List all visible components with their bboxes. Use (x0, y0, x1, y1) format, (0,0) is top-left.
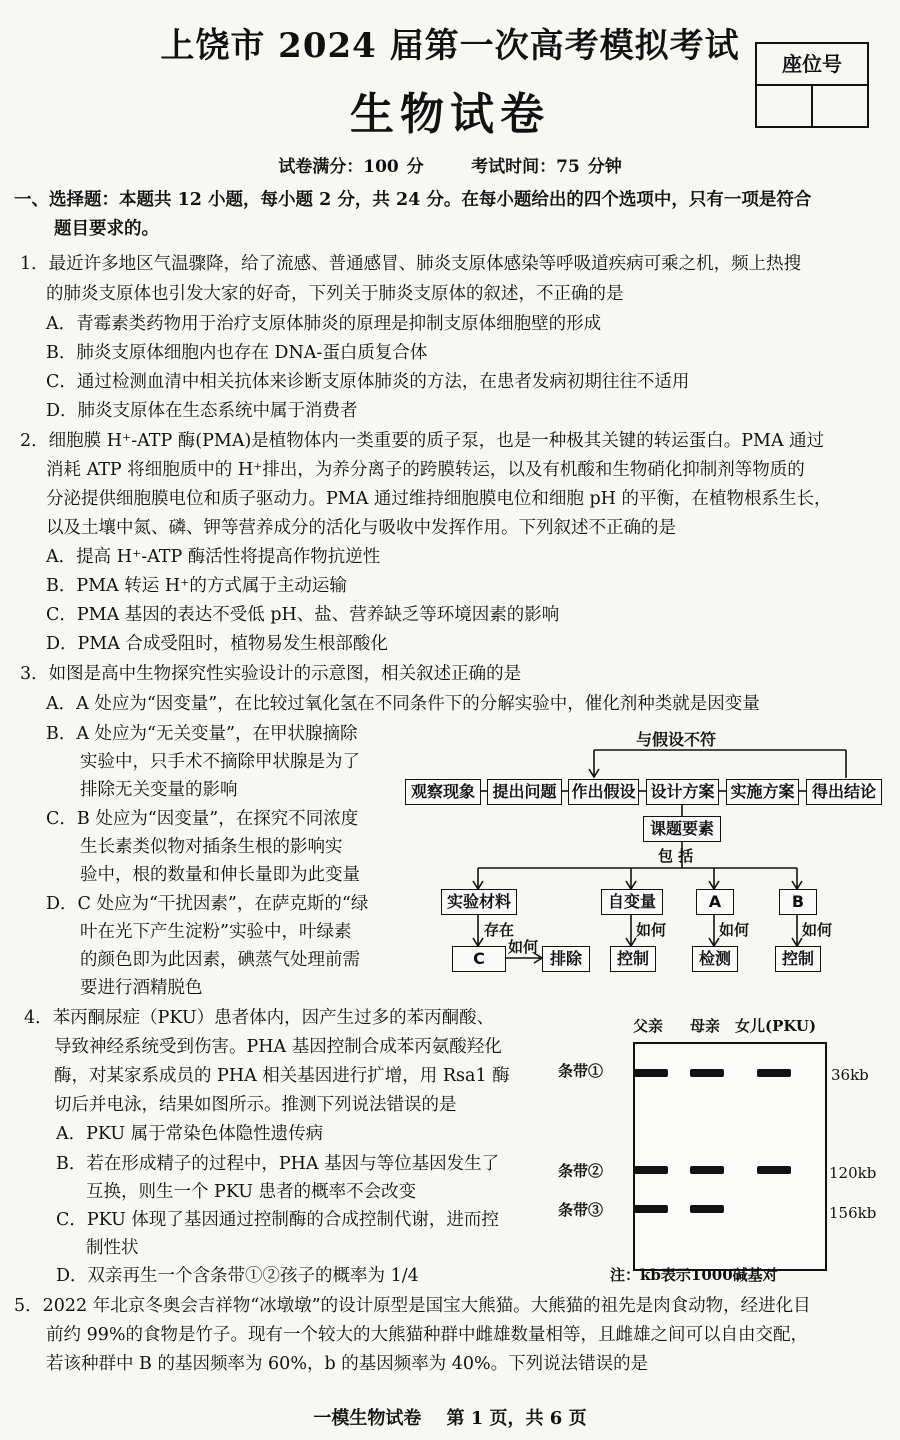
seat-number-box (755, 42, 869, 128)
gel-band (757, 1166, 791, 1174)
diagram-requirements: 课题要素 (643, 816, 721, 842)
q4-option-c-1: C．PKU 体现了基因通过控制酶的合成控制代谢，进而控 (56, 1210, 499, 1230)
q4-option-b-1: B．若在形成精子的过程中，PHA 基因与等位基因发生了 (56, 1154, 500, 1174)
q4-stem-1: 4．苯丙酮尿症（PKU）患者体内，因产生过多的苯丙酮酸、 (24, 1008, 495, 1028)
q3-option-b-1: B．A 处应为“无关变量”，在甲状腺摘除 (46, 724, 358, 744)
diagram-step-implement: 实施方案 (726, 779, 799, 805)
q3-option-d-4: 要进行酒精脱色 (80, 978, 203, 998)
q4-stem-3: 酶，对某家系成员的 PHA 相关基因进行扩增，用 Rsa1 酶 (54, 1066, 510, 1086)
diagram-step-design: 设计方案 (646, 779, 719, 805)
seat-number-label: 座位号 (757, 44, 867, 86)
diagram-result-exclude: 排除 (542, 946, 590, 972)
diagram-result-control-2: 控制 (775, 946, 821, 972)
section-heading-cont: 题目要求的。 (54, 219, 159, 239)
q4-option-b-2: 互换，则生一个 PKU 患者的概率不会改变 (86, 1182, 417, 1202)
subject-title: 生物试卷 (350, 89, 550, 140)
diagram-feedback-label: 与假设不符 (636, 730, 717, 749)
gel-band-label-3: 条带③ (558, 1201, 604, 1219)
q2-option-c: C．PMA 基因的表达不受低 pH、盐、营养缺乏等环境因素的影响 (46, 605, 560, 625)
q4-stem-2: 导致神经系统受到伤害。PHA 基因控制合成苯丙氨酸羟化 (54, 1037, 502, 1057)
gel-band (634, 1205, 668, 1213)
diagram-step-conclude: 得出结论 (806, 779, 882, 805)
q1-option-c: C．通过检测血清中相关抗体来诊断支原体肺炎的方法，在患者发病初期往往不适用 (46, 372, 690, 392)
diagram-exist-label: 存在 (484, 921, 515, 939)
diagram-result-control: 控制 (610, 946, 656, 972)
diagram-include-label: 包 括 (658, 847, 694, 865)
q3-option-d-3: 的颜色即为此因素，碘蒸气处理前需 (80, 950, 360, 970)
gel-band-label-2: 条带② (558, 1162, 604, 1180)
section-heading: 一、选择题：本题共 12 小题，每小题 2 分，共 24 分。在每小题给出的四个选项中，只有一项是符合 (14, 190, 812, 210)
diagram-box-c: C (452, 946, 506, 972)
q3-option-c-3: 验中，根的数量和伸长量即为此变量 (80, 865, 360, 885)
diagram-item-material: 实验材料 (441, 889, 517, 915)
q4-stem-4: 切后并电泳，结果如图所示。推测下列说法错误的是 (54, 1095, 457, 1115)
q2-option-b: B．PMA 转运 H⁺的方式属于主动运输 (46, 576, 347, 596)
exam-title: 上饶市 2024 届第一次高考模拟考试 (160, 26, 740, 66)
gel-band (690, 1205, 724, 1213)
q2-stem-3: 分泌提供细胞膜电位和质子驱动力。PMA 通过维持细胞膜电位和细胞 pH 的平衡，在植物根系生长， (46, 489, 832, 509)
gel-band (757, 1069, 791, 1077)
exam-info: 试卷满分：100 分 考试时间：75 分钟 (278, 157, 622, 177)
gel-band-label-1: 条带① (558, 1062, 604, 1080)
diagram-how-label: 如何 (636, 921, 667, 939)
q2-stem-1: 2．细胞膜 H⁺-ATP 酶(PMA)是植物体内一类重要的质子泵，也是一种极其关键的转运蛋白。PMA 通过 (20, 431, 825, 451)
q4-option-d: D．双亲再生一个含条带①②孩子的概率为 1/4 (56, 1266, 419, 1286)
gel-col-daughter: 女儿(PKU) (735, 1017, 817, 1035)
diagram-step-question: 提出问题 (487, 779, 562, 805)
q3-option-c-2: 生长素类似物对插条生根的影响实 (80, 837, 343, 857)
seat-cell (813, 86, 867, 126)
q3-option-b-2: 实验中，只手术不摘除甲状腺是为了 (80, 752, 360, 772)
gel-band (690, 1069, 724, 1077)
diagram-how-label: 如何 (719, 921, 750, 939)
q3-option-d-2: 叶在光下产生淀粉”实验中，叶绿素 (80, 922, 352, 942)
gel-size-3: 156kb (829, 1204, 877, 1222)
gel-col-father: 父亲 (633, 1017, 664, 1035)
diagram-item-independent: 自变量 (601, 889, 663, 915)
diagram-step-observe: 观察现象 (405, 779, 481, 805)
diagram-how-label: 如何 (508, 938, 539, 956)
q5-stem-2: 前约 99%的食物是竹子。现有一个较大的大熊猫种群中雌雄数量相等，且雌雄之间可以自由交配， (46, 1325, 808, 1345)
q3-option-a: A．A 处应为“因变量”，在比较过氧化氢在不同条件下的分解实验中，催化剂种类就是因变量 (46, 694, 760, 714)
page-footer: 一模生物试卷 第 1 页，共 6 页 (313, 1408, 587, 1429)
q5-stem-3: 若该种群中 B 的基因频率为 60%，b 的基因频率为 40%。下列说法错误的是 (46, 1354, 649, 1374)
q1-option-b: B．肺炎支原体细胞内也存在 DNA-蛋白质复合体 (46, 343, 428, 363)
q3-option-d-1: D．C 处应为“干扰因素”，在萨克斯的“绿 (46, 894, 369, 914)
q4-option-c-2: 制性状 (86, 1238, 139, 1258)
gel-band (634, 1166, 668, 1174)
q1-option-a: A．青霉素类药物用于治疗支原体肺炎的原理是抑制支原体细胞壁的形成 (46, 314, 602, 334)
gel-size-2: 120kb (829, 1164, 877, 1182)
diagram-item-a: A (696, 889, 734, 915)
q3-stem: 3．如图是高中生物探究性实验设计的示意图，相关叙述正确的是 (20, 664, 522, 684)
q2-option-d: D．PMA 合成受阻时，植物易发生根部酸化 (46, 634, 388, 654)
diagram-item-b: B (779, 889, 817, 915)
diagram-step-hypothesis: 作出假设 (568, 779, 639, 805)
q1-stem-2: 的肺炎支原体也引发大家的好奇，下列关于肺炎支原体的叙述，不正确的是 (46, 284, 624, 304)
diagram-how-label: 如何 (802, 921, 833, 939)
gel-note: 注：kb表示1000碱基对 (610, 1266, 778, 1284)
gel-band (690, 1166, 724, 1174)
gel-col-mother: 母亲 (690, 1017, 721, 1035)
diagram-result-detect: 检测 (692, 946, 738, 972)
q5-stem-1: 5．2022 年北京冬奥会吉祥物“冰墩墩”的设计原型是国宝大熊猫。大熊猫的祖先是肉食动物，经进化目 (14, 1296, 811, 1316)
gel-band (634, 1069, 668, 1077)
q3-option-c-1: C．B 处应为“因变量”，在探究不同浓度 (46, 809, 359, 829)
gel-size-1: 36kb (831, 1066, 869, 1084)
seat-cell (757, 86, 813, 126)
q2-stem-2: 消耗 ATP 将细胞质中的 H⁺排出，为养分离子的跨膜转运，以及有机酸和生物硝化抑制剂等物质的 (46, 460, 805, 480)
q2-stem-4: 以及土壤中氮、磷、钾等营养成分的活化与吸收中发挥作用。下列叙述不正确的是 (46, 518, 676, 538)
q2-option-a: A．提高 H⁺-ATP 酶活性将提高作物抗逆性 (46, 547, 381, 567)
q3-option-b-3: 排除无关变量的影响 (80, 780, 238, 800)
q4-option-a: A．PKU 属于常染色体隐性遗传病 (56, 1124, 324, 1144)
q1-option-d: D．肺炎支原体在生态系统中属于消费者 (46, 401, 358, 421)
q1-stem-1: 1．最近许多地区气温骤降，给了流感、普通感冒、肺炎支原体感染等呼吸道疾病可乘之机，频上热搜 (20, 254, 802, 274)
